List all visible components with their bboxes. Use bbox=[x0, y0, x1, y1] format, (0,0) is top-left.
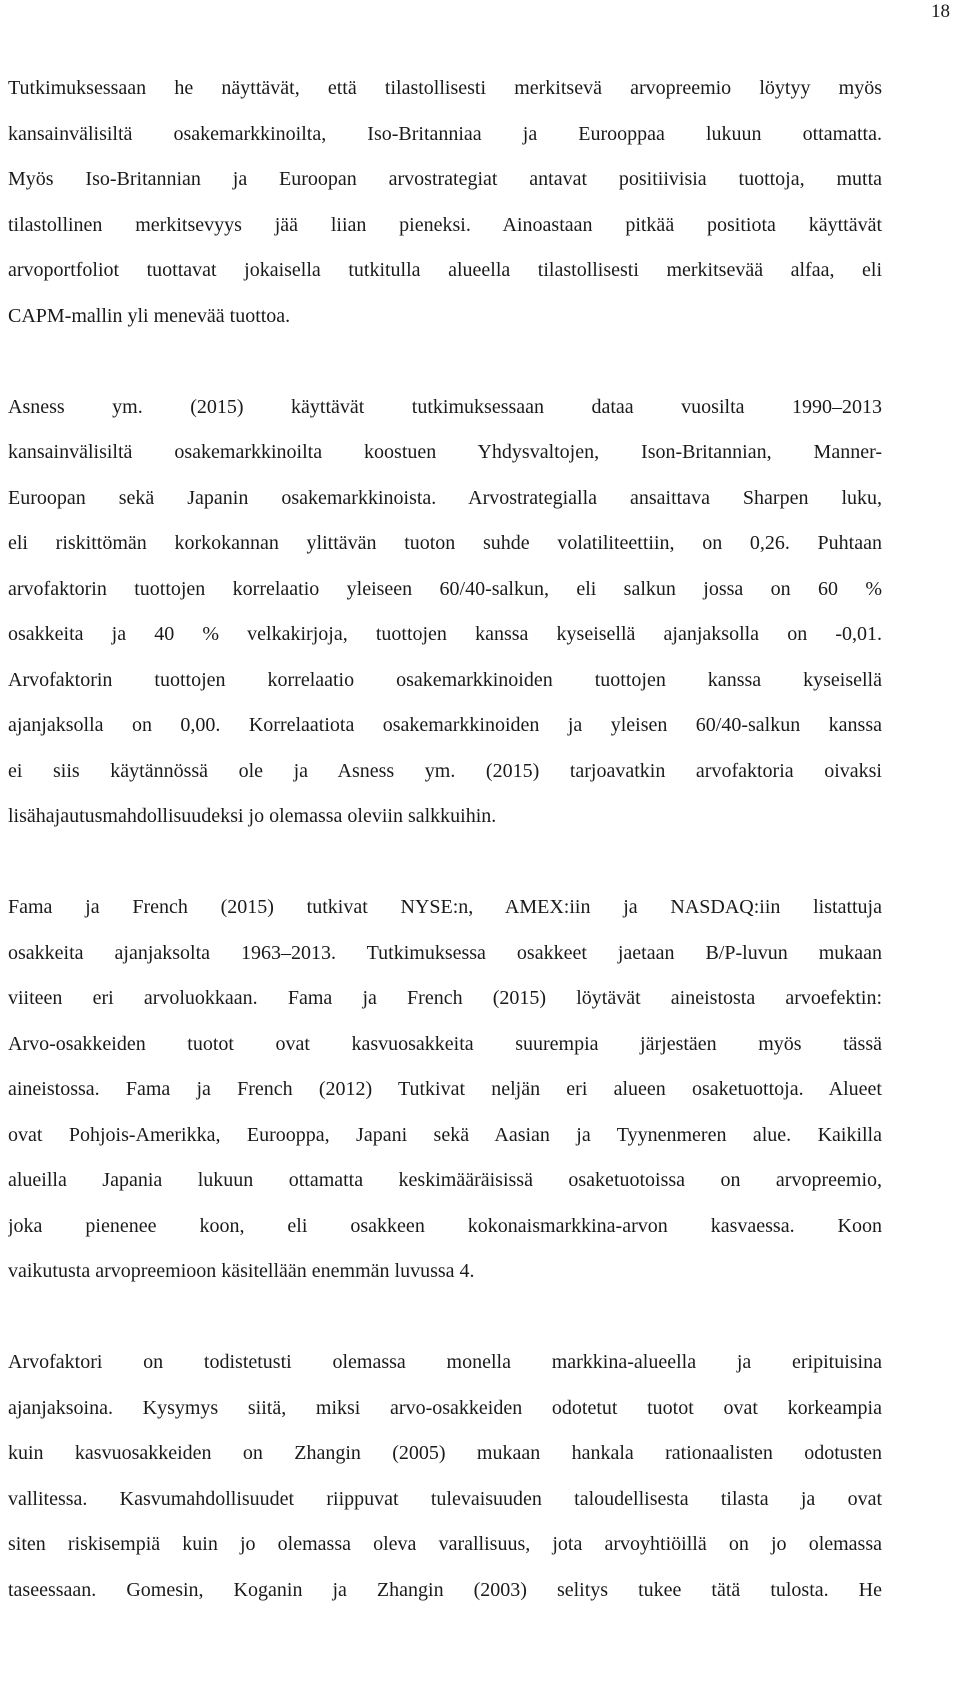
text-line: kansainvälisiltä osakemarkkinoilta, Iso-Britanniaa ja Eurooppaa lukuun ottamatta. bbox=[8, 122, 882, 145]
paragraph-gap bbox=[8, 840, 882, 886]
text-line: ajanjaksolla on 0,00. Korrelaatiota osakemarkkinoiden ja yleisen 60/40-salkun kanssa bbox=[8, 714, 882, 736]
text-line: kuin kasvuosakkeiden on Zhangin (2005) mukaan hankala rationaalisten odotusten bbox=[8, 1442, 882, 1464]
text-line: taseessaan. Gomesin, Koganin ja Zhangin (2003) selitys tukee tätä tulosta. He bbox=[8, 1578, 882, 1601]
paragraph bbox=[8, 1340, 882, 1613]
text-line: Fama ja French (2015) tutkivat NYSE:n, AMEX:iin ja NASDAQ:iin listattuja bbox=[8, 896, 882, 918]
text-line: arvofaktorin tuottojen korrelaatio yleiseen 60/40-salkun, eli salkun jossa on 60 % bbox=[8, 577, 882, 600]
text-line: Myös Iso-Britannian ja Euroopan arvostrategiat antavat positiivisia tuottoja, mutta bbox=[8, 168, 882, 190]
text-line: osakkeita ajanjaksolta 1963–2013. Tutkimuksessa osakkeet jaetaan B/P-luvun mukaan bbox=[8, 941, 882, 964]
text-line: arvoportfoliot tuottavat jokaisella tutkitulla alueella tilastollisesti merkitsevää alfaa, eli bbox=[8, 259, 882, 281]
text-line: Arvo-osakkeiden tuotot ovat kasvuosakkeita suurempia järjestäen myös tässä bbox=[8, 1032, 882, 1055]
text-line: eli riskittömän korkokannan ylittävän tuoton suhde volatiliteettiin, on 0,26. Puhtaan bbox=[8, 532, 882, 554]
text-line: aineistossa. Fama ja French (2012) Tutkivat neljän eri alueen osaketuottoja. Alueet bbox=[8, 1078, 882, 1100]
text-line: ovat Pohjois-Amerikka, Eurooppa, Japani sekä Aasian ja Tyynenmeren alue. Kaikilla bbox=[8, 1123, 882, 1146]
text-line: Tutkimuksessaan he näyttävät, että tilastollisesti merkitsevä arvopreemio löytyy myös bbox=[8, 77, 882, 99]
paragraph-gap bbox=[8, 1295, 882, 1341]
paragraph bbox=[8, 885, 882, 1295]
text-line: lisähajautusmahdollisuudeksi jo olemassa oleviin salkkuihin. bbox=[8, 805, 497, 827]
paragraph bbox=[8, 385, 882, 840]
text-line: alueilla Japania lukuun ottamatta keskimääräisissä osaketuotoissa on arvopreemio, bbox=[8, 1169, 882, 1191]
text-line: Asness ym. (2015) käyttävät tutkimuksessaan dataa vuosilta 1990–2013 bbox=[8, 395, 882, 418]
text-line: viiteen eri arvoluokkaan. Fama ja French (2015) löytävät aineistosta arvoefektin: bbox=[8, 987, 882, 1009]
text-line: CAPM-mallin yli menevää tuottoa. bbox=[8, 304, 291, 327]
page-number: 18 bbox=[931, 1, 950, 22]
text-line: tilastollinen merkitsevyys jää liian pieneksi. Ainoastaan pitkää positiota käyttävät bbox=[8, 213, 882, 236]
text-line: vaikutusta arvopreemioon käsitellään enemmän luvussa 4. bbox=[8, 1260, 475, 1282]
text-line: siten riskisempiä kuin jo olemassa oleva varallisuus, jota arvoyhtiöillä on jo olemassa bbox=[8, 1533, 882, 1555]
paragraph-gap bbox=[8, 339, 882, 385]
document-body bbox=[8, 66, 882, 1613]
text-line: Arvofaktorin tuottojen korrelaatio osakemarkkinoiden tuottojen kanssa kyseisellä bbox=[8, 668, 882, 691]
text-line: ei siis käytännössä ole ja Asness ym. (2015) tarjoavatkin arvofaktoria oivaksi bbox=[8, 759, 882, 782]
text-line: ajanjaksoina. Kysymys siitä, miksi arvo-osakkeiden odotetut tuotot ovat korkeampia bbox=[8, 1396, 882, 1419]
text-line: vallitessa. Kasvumahdollisuudet riippuvat tulevaisuuden taloudellisesta tilasta ja ovat bbox=[8, 1487, 882, 1510]
text-line: kansainvälisiltä osakemarkkinoilta koostuen Yhdysvaltojen, Ison-Britannian, Manner- bbox=[8, 441, 882, 463]
text-line: Arvofaktori on todistetusti olemassa monella markkina-alueella ja eripituisina bbox=[8, 1351, 882, 1373]
text-line: osakkeita ja 40 % velkakirjoja, tuottojen kanssa kyseisellä ajanjaksolla on -0,01. bbox=[8, 623, 882, 645]
paragraph bbox=[8, 66, 882, 339]
text-line: joka pienenee koon, eli osakkeen kokonaismarkkina-arvon kasvaessa. Koon bbox=[8, 1214, 882, 1237]
text-line: Euroopan sekä Japanin osakemarkkinoista. Arvostrategialla ansaittava Sharpen luku, bbox=[8, 486, 882, 509]
